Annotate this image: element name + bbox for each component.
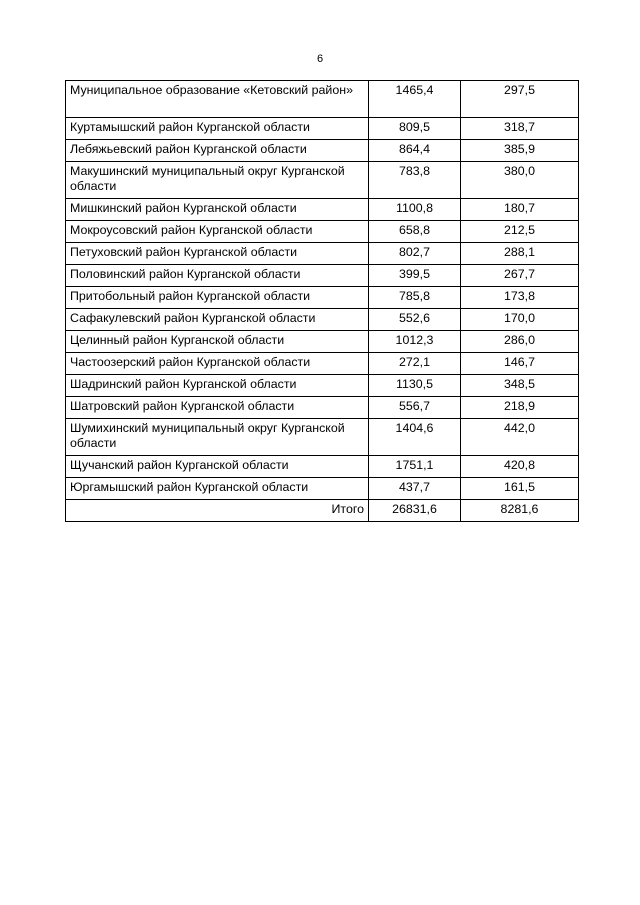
total-value-1: 26831,6 [369,500,461,522]
total-value-2: 8281,6 [461,500,579,522]
district-name-cell: Притобольный район Курганской области [66,287,369,309]
value-1-cell: 864,4 [369,140,461,162]
table-row [66,353,579,375]
value-1-cell: 785,8 [369,287,461,309]
value-2-cell: 212,5 [461,221,579,243]
table-row [66,265,579,287]
district-name-cell: Макушинский муниципальный округ Курганской области [66,162,369,199]
table-row [66,81,579,118]
district-name-cell: Петуховский район Курганской области [66,243,369,265]
value-1-cell: 437,7 [369,478,461,500]
page-number: 6 [316,53,324,65]
table-row [66,478,579,500]
value-1-cell: 1012,3 [369,331,461,353]
table-row [66,375,579,397]
table-row [66,140,579,162]
value-2-cell: 318,7 [461,118,579,140]
value-2-cell: 267,7 [461,265,579,287]
table-row [66,243,579,265]
district-name-cell: Щучанский район Курганской области [66,456,369,478]
value-2-cell: 385,9 [461,140,579,162]
value-2-cell: 288,1 [461,243,579,265]
value-2-cell: 442,0 [461,419,579,456]
value-1-cell: 1751,1 [369,456,461,478]
value-1-cell: 1404,6 [369,419,461,456]
table-row [66,221,579,243]
value-2-cell: 420,8 [461,456,579,478]
value-2-cell: 286,0 [461,331,579,353]
table-row [66,397,579,419]
value-2-cell: 380,0 [461,162,579,199]
value-1-cell: 1465,4 [369,81,461,118]
district-name-cell: Юргамышский район Курганской области [66,478,369,500]
value-2-cell: 297,5 [461,81,579,118]
total-label: Итого [66,500,369,522]
district-name-cell: Мишкинский район Курганской области [66,199,369,221]
value-2-cell: 161,5 [461,478,579,500]
table-row [66,287,579,309]
table-row [66,199,579,221]
value-2-cell: 170,0 [461,309,579,331]
district-name-cell: Шатровский район Курганской области [66,397,369,419]
total-row [66,500,579,522]
district-name-cell: Муниципальное образование «Кетовский район» [66,81,369,118]
value-2-cell: 218,9 [461,397,579,419]
district-name-cell: Частоозерский район Курганской области [66,353,369,375]
table-row [66,162,579,199]
district-name-cell: Шумихинский муниципальный округ Курганской области [66,419,369,456]
table-body [66,81,579,522]
table-row [66,419,579,456]
value-2-cell: 180,7 [461,199,579,221]
value-1-cell: 552,6 [369,309,461,331]
value-1-cell: 272,1 [369,353,461,375]
value-2-cell: 173,8 [461,287,579,309]
district-name-cell: Куртамышский район Курганской области [66,118,369,140]
district-name-cell: Целинный район Курганской области [66,331,369,353]
table-row [66,309,579,331]
value-1-cell: 802,7 [369,243,461,265]
district-name-cell: Сафакулевский район Курганской области [66,309,369,331]
value-2-cell: 146,7 [461,353,579,375]
value-1-cell: 783,8 [369,162,461,199]
value-2-cell: 348,5 [461,375,579,397]
value-1-cell: 556,7 [369,397,461,419]
table-row [66,331,579,353]
value-1-cell: 399,5 [369,265,461,287]
value-1-cell: 1100,8 [369,199,461,221]
value-1-cell: 658,8 [369,221,461,243]
table-row [66,456,579,478]
district-name-cell: Мокроусовский район Курганской области [66,221,369,243]
district-name-cell: Шадринский район Курганской области [66,375,369,397]
district-name-cell: Лебяжьевский район Курганской области [66,140,369,162]
table-row [66,118,579,140]
value-1-cell: 1130,5 [369,375,461,397]
allocation-table [65,80,579,522]
district-name-cell: Половинский район Курганской области [66,265,369,287]
value-1-cell: 809,5 [369,118,461,140]
